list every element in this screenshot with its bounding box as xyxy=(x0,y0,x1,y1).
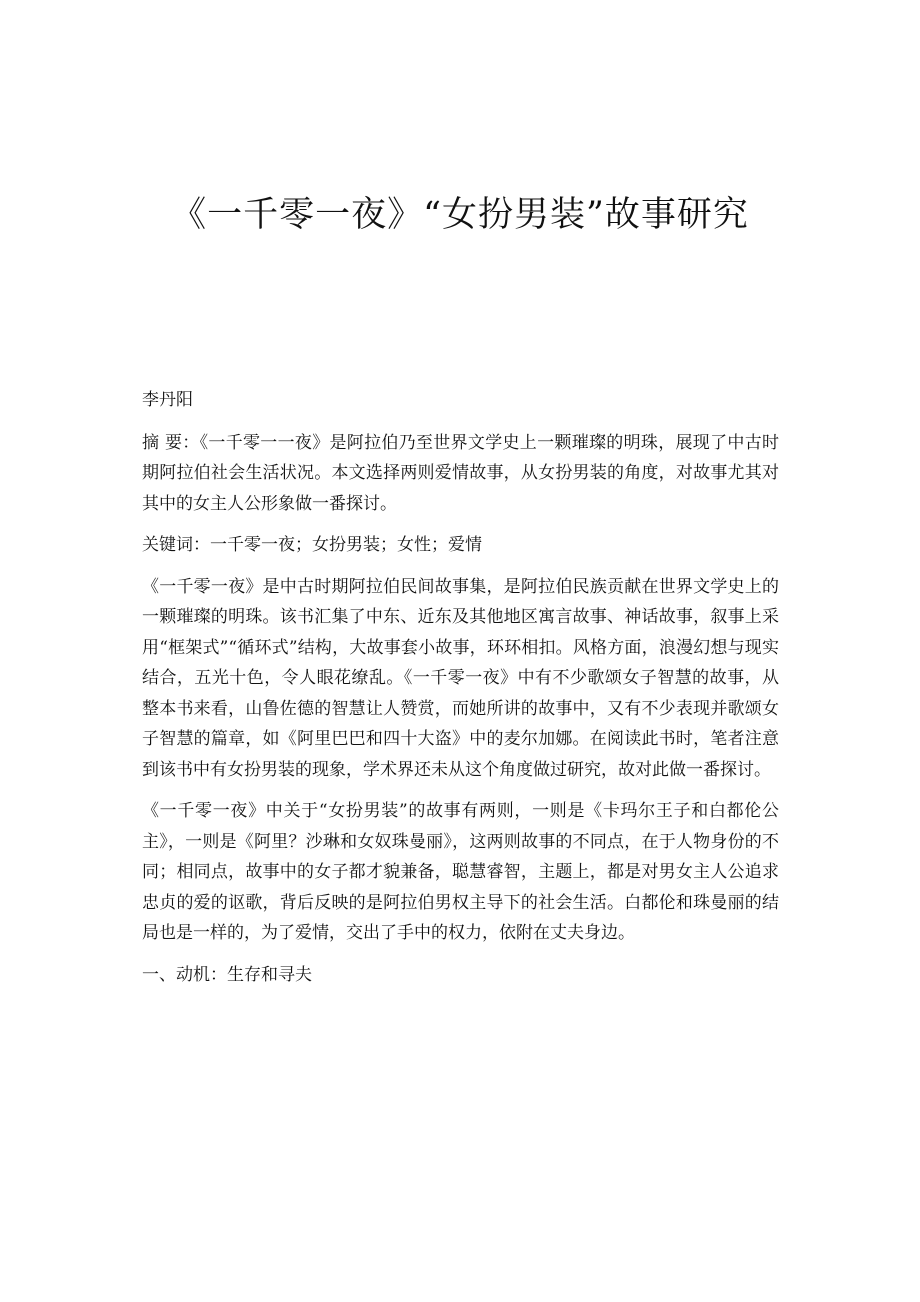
document-title: 《一千零一夜》“女扮男装”故事研究 xyxy=(171,195,749,235)
document-body xyxy=(142,385,779,1001)
keywords-line: 关键词：一千零一夜；女扮男装；女性；爱情 xyxy=(142,535,482,555)
body-paragraph: 《一千零一夜》中关于“女扮男装”的故事有两则，一则是《卡玛尔王子和白都伦公主》，一则是《阿里？沙琳和女奴珠曼丽》，这两则故事的不同点，在于人物身份的不同；相同点，故事中的女子都才貌兼备，聪慧睿智，主题上，都是对男女主人公追求忠贞的爱的讴歌，背后反映的是阿拉伯男权主导下的社会生活。白都伦和珠曼丽的结局也是一样的，为了爱情，交出了手中的权力，依附在丈夫身边。 xyxy=(142,801,779,943)
body-paragraph: 《一千零一夜》是中古时期阿拉伯民间故事集，是阿拉伯民族贡献在世界文学史上的一颗璀璨的明珠。该书汇集了中东、近东及其他地区寓言故事、神话故事，叙事上采用“框架式”“循环式”结构，大故事套小故事，环环相扣。风格方面，浪漫幻想与现实结合，五光十色，令人眼花缭乱。《一千零一夜》中有不少歌颂女子智慧的故事，从整本书来看，山鲁佐德的智慧让人赞赏，而她所讲的故事中，又有不少表现并歌颂女子智慧的篇章，如《阿里巴巴和四十大盗》中的麦尔加娜。在阅读此书时，笔者注意到该书中有女扮男装的现象，学术界还未从这个角度做过研究，故对此做一番探讨。 xyxy=(142,576,779,780)
author-name: 李丹阳 xyxy=(142,390,193,410)
section-heading: 一、动机：生存和寻夫 xyxy=(142,964,312,985)
abstract-paragraph: 摘 要：《一千零一一夜》是阿拉伯乃至世界文学史上一颗璀璨的明珠，展现了中古时期阿拉伯社会生活状况。本文选择两则爱情故事，从女扮男装的角度，对故事尤其对其中的女主人公形象做一番探讨。 xyxy=(142,432,779,514)
